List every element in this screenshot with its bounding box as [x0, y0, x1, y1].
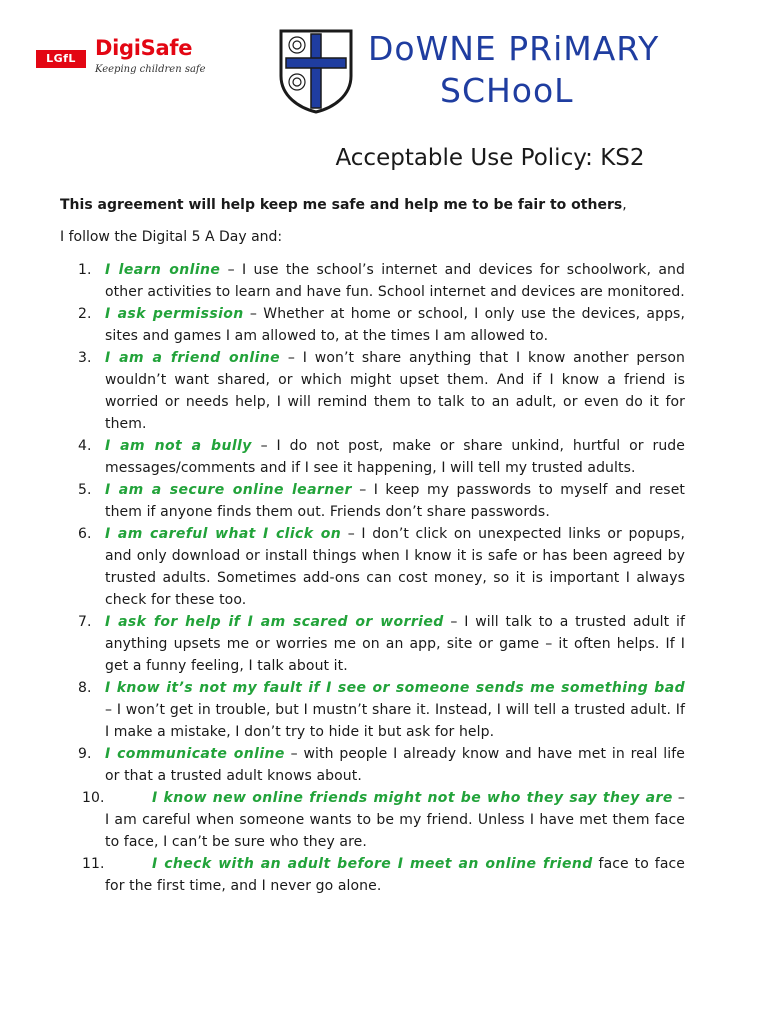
rule-item [60, 479, 685, 523]
rule-title: I know new online friends might not be who they say they are [152, 790, 673, 806]
intro-bold: This agreement will help keep me safe and help me to be fair to others [60, 197, 623, 213]
rule-title: I am a friend online [105, 350, 281, 366]
rule-number: 10. [82, 790, 105, 806]
rule-item [60, 611, 685, 677]
rule-item [60, 743, 685, 787]
rule-number: 1. [78, 262, 92, 278]
rule-number: 11. [82, 856, 105, 872]
school-name-line2: SCHooL [440, 71, 574, 110]
rule-number: 3. [78, 350, 92, 366]
rule-text: – I am careful when someone wants to be my friend. Unless I have met them face to face, I can’t be sure who they are. [105, 790, 685, 850]
rule-title: I communicate online [105, 746, 285, 762]
rule-item [60, 435, 685, 479]
rule-title: I ask permission [105, 306, 244, 322]
rule-number: 7. [78, 614, 92, 630]
rule-text: – I do not post, make or share unkind, hurtful or rude messages/comments and if I see it happening, I will tell my trusted adults. [105, 438, 686, 476]
rule-item [60, 303, 685, 347]
rule-item [60, 523, 685, 611]
rule-title: I am careful what I click on [105, 526, 342, 542]
rule-item [60, 787, 685, 853]
rule-title: I check with an adult before I meet an online friend [152, 856, 593, 872]
rule-item [60, 677, 685, 743]
rule-text: – with people I already know and have met in real life or that a trusted adult knows about. [105, 746, 685, 784]
rule-number: 2. [78, 306, 92, 322]
rule-item [60, 853, 685, 897]
rule-number: 9. [78, 746, 92, 762]
rule-title: I learn online [105, 262, 221, 278]
intro-punct: , [622, 197, 627, 213]
rule-text: – Whether at home or school, I only use the devices, apps, sites and games I am allowed to, at the times I am allowed to. [105, 306, 685, 344]
rule-number: 8. [78, 680, 92, 696]
school-name [368, 28, 668, 112]
rule-number: 4. [78, 438, 92, 454]
rule-title: I am not a bully [105, 438, 252, 454]
school-name-line1: DoWNE PRiMARY [368, 29, 660, 68]
rules-list [60, 259, 685, 897]
rule-title: I know it’s not my fault if I see or someone sends me something bad [105, 680, 685, 696]
digisafe-tagline: Keeping children safe [95, 64, 206, 75]
follow-statement: I follow the Digital 5 A Day and: [60, 229, 283, 245]
rule-text: – I keep my passwords to myself and reset them if anyone finds them out. Friends don’t share passwords. [105, 482, 685, 520]
rule-text: – I will talk to a trusted adult if anything upsets me or worries me on an app, site or game – it often helps. If I get a funny feeling, I talk about it. [105, 614, 685, 674]
school-crest-icon [278, 28, 354, 114]
intro-statement [60, 197, 700, 213]
rule-title: I am a secure online learner [105, 482, 352, 498]
rule-text: face to face for the first time, and I never go alone. [105, 856, 686, 894]
lgfl-logo: LGfL [36, 50, 86, 68]
rule-text: – I don’t click on unexpected links or popups, and only download or install things when I know it is safe or has been agreed by trusted adults. Sometimes add-ons can cost money, so it is important I always check for these too. [105, 526, 686, 608]
rule-item [60, 259, 685, 303]
rule-text: – I won’t share anything that I know another person wouldn’t want shared, or which might upset them. And if I know a friend is worried or needs help, I will remind them to talk to an adult, or even do it for them. [105, 350, 685, 432]
digisafe-logo: DigiSafe [95, 36, 193, 60]
rule-number: 5. [78, 482, 92, 498]
page-title: Acceptable Use Policy: KS2 [335, 145, 645, 171]
rule-title: I ask for help if I am scared or worried [105, 614, 444, 630]
rule-item [60, 347, 685, 435]
rule-number: 6. [78, 526, 92, 542]
rule-text: – I use the school’s internet and devices for schoolwork, and other activities to learn and have fun. School internet and devices are monitored. [105, 262, 685, 300]
rule-text: – I won’t get in trouble, but I mustn’t share it. Instead, I will tell a trusted adult. If I make a mistake, I don’t try to hide it but ask for help. [105, 702, 685, 740]
